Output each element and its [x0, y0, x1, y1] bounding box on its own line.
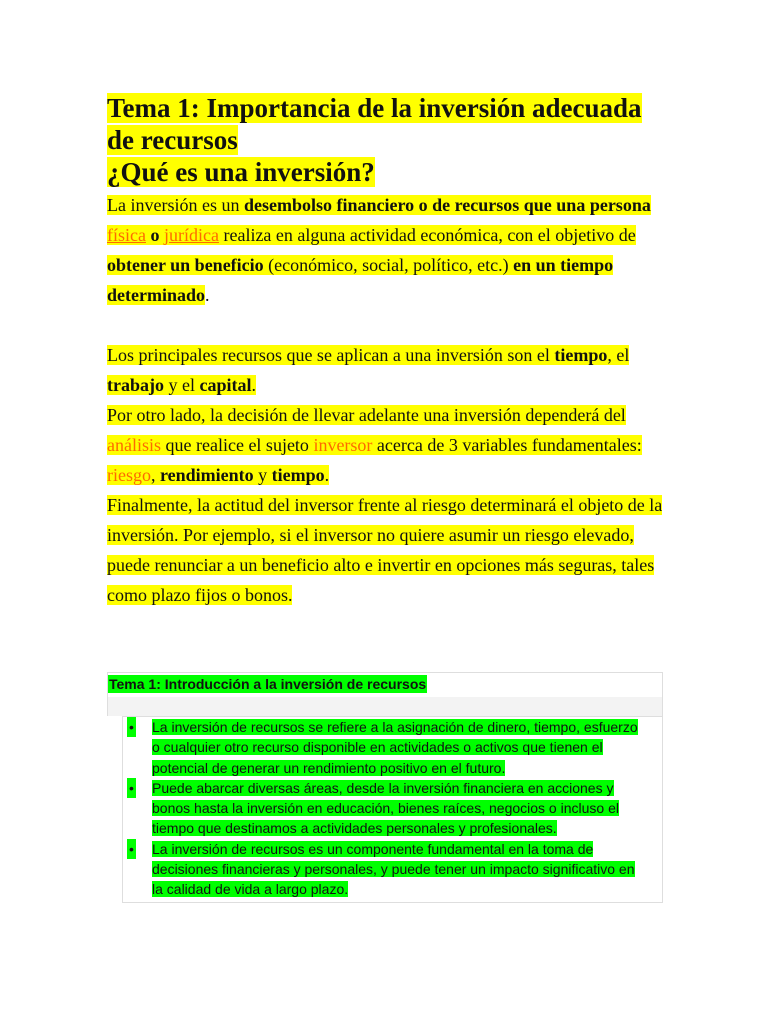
text-run: La inversión es un	[107, 195, 244, 215]
list-item-text: La inversión de recursos es un componente fundamental en la toma de decisiones financieras y personales, y puede tener un impacto significativo en la calidad de vida a largo plazo.	[152, 840, 635, 898]
text-run: ,	[151, 465, 160, 485]
bullet-icon: •	[127, 778, 136, 798]
paragraph-decision	[107, 400, 667, 490]
text-run: acerca de 3 variables fundamentales:	[372, 435, 642, 455]
bold-run: capital	[199, 375, 252, 395]
bold-run: o	[145, 225, 164, 245]
link-juridica[interactable]: jurídica	[163, 225, 219, 245]
bullet-icon: •	[127, 717, 136, 737]
list-item	[123, 839, 644, 900]
summary-list	[123, 717, 662, 900]
text-run: y el	[164, 375, 200, 395]
link-inversor[interactable]: inversor	[313, 435, 373, 455]
page-title	[107, 92, 667, 188]
list-item	[123, 717, 644, 778]
article-body	[107, 190, 667, 610]
list-item-text: Puede abarcar diversas áreas, desde la inversión financiera en acciones y bonos hasta la inversión en educación, bienes raíces, negocios o incluso el tiempo que destinamos a actividades personales y profesionales.	[152, 779, 619, 837]
bullet-icon: •	[127, 839, 136, 859]
text-run: (económico, social, político, etc.)	[263, 255, 514, 275]
link-riesgo[interactable]: riesgo	[107, 465, 151, 485]
list-item	[123, 778, 644, 839]
bold-run: en un tiempo determinado	[107, 255, 614, 305]
text-run: Por otro lado, la decisión de llevar adelante una inversión dependerá del	[107, 405, 626, 425]
paragraph-gap	[107, 310, 667, 340]
summary-box	[107, 672, 663, 901]
text-run: .	[251, 375, 256, 395]
summary-box-header	[107, 672, 663, 697]
title-line-2: de recursos	[107, 125, 238, 155]
text-run: .	[205, 285, 210, 305]
text-run: Los principales recursos que se aplican a una inversión son el	[107, 345, 555, 365]
bold-run: tiempo	[554, 345, 608, 365]
paragraph-definition	[107, 190, 667, 310]
link-analisis[interactable]: análisis	[107, 435, 161, 455]
title-line-3: ¿Qué es una inversión?	[107, 157, 375, 187]
text-run: realiza en alguna actividad económica, con el objetivo de	[218, 225, 636, 245]
bold-run: desembolso financiero o de recursos que una persona	[243, 195, 651, 215]
summary-box-divider	[107, 697, 663, 716]
summary-box-body	[122, 716, 663, 903]
title-line-1: Tema 1: Importancia de la inversión adecuada	[107, 93, 642, 123]
text-run: y	[253, 465, 272, 485]
text-run: .	[324, 465, 330, 485]
text-run: que realice el sujeto	[161, 435, 314, 455]
paragraph-resources	[107, 340, 667, 400]
bold-run: tiempo	[271, 465, 325, 485]
summary-box-heading: Tema 1: Introducción a la inversión de recursos	[109, 676, 427, 692]
link-fisica[interactable]: física	[107, 225, 146, 245]
paragraph-attitude	[107, 490, 667, 610]
bold-run: obtener un beneficio	[107, 255, 264, 275]
bold-run: rendimiento	[160, 465, 254, 485]
text-run: , el	[607, 345, 630, 365]
bold-run: trabajo	[107, 375, 164, 395]
list-item-text: La inversión de recursos se refiere a la asignación de dinero, tiempo, esfuerzo o cualquier otro recurso disponible en actividades o activos que tienen el potencial de generar un rendimiento positivo en el futuro.	[152, 719, 638, 776]
text-run: Finalmente, la actitud del inversor frente al riesgo determinará el objeto de la inversión. Por ejemplo, si el inversor no quiere asumir un riesgo elevado, puede renunciar a un beneficio alto e invertir en opciones más seguras, tales como plazo fijos o bonos.	[107, 495, 663, 605]
